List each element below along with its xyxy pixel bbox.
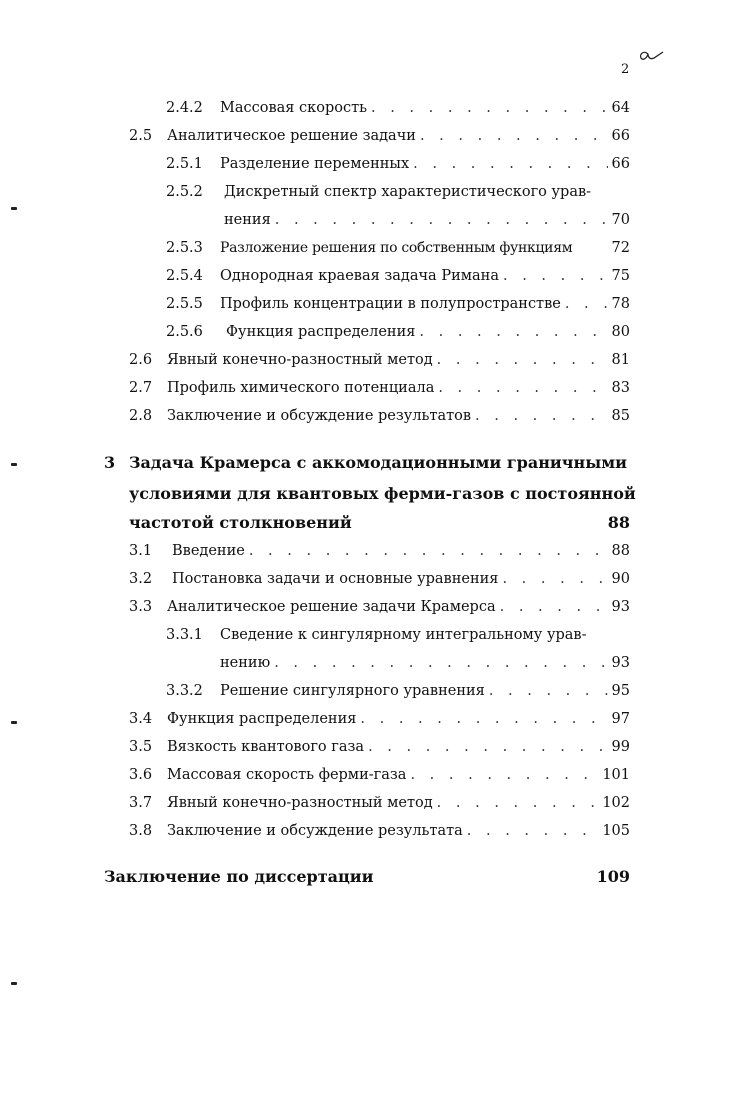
punch-mark	[11, 207, 17, 210]
toc-entry-continuation[interactable]: нению . . . 93	[220, 652, 630, 674]
punch-mark	[11, 982, 17, 985]
chapter-title-line1[interactable]: Задача Крамерса с аккомодационными граничными	[129, 453, 628, 472]
toc-entry[interactable]: 3.2 Постановка задачи и основные уравнения . . . 90	[129, 568, 630, 590]
chapter-number: 3	[104, 453, 116, 472]
toc-entry[interactable]: 2.5.3 Разложение решения по собственным функциям 72	[166, 240, 630, 256]
punch-mark	[11, 463, 17, 466]
toc-entry[interactable]: 3.3 Аналитическое решение задачи Крамерса . . . 93	[129, 596, 630, 618]
toc-entry[interactable]: 2.6 Явный конечно-разностный метод . . . 81	[129, 349, 630, 371]
toc-entry[interactable]: 2.7 Профиль химического потенциала . . . 83	[129, 377, 630, 399]
toc-entry[interactable]: 2.5.1 Разделение переменных . . . 66	[166, 153, 630, 175]
toc-entry[interactable]: 3.7 Явный конечно-разностный метод . . . 102	[129, 792, 630, 814]
toc-entry[interactable]: 2.8 Заключение и обсуждение результатов . . . 85	[129, 405, 630, 427]
toc-entry[interactable]: 2.5.2 Дискретный спектр характеристического урав-	[166, 184, 592, 200]
punch-mark	[11, 721, 17, 724]
chapter-page: 88	[607, 513, 630, 532]
toc-entry[interactable]: 3.4 Функция распределения . . . 97	[129, 708, 630, 730]
chapter-title-line3[interactable]: частотой столкновений	[129, 513, 352, 532]
toc-entry[interactable]: 3.3.2 Решение сингулярного уравнения . . . 95	[166, 680, 630, 702]
conclusion-page: 109	[596, 867, 630, 886]
toc-entry[interactable]: 2.5.5 Профиль концентрации в полупространстве . . . 78	[166, 293, 630, 315]
chapter-title-line2[interactable]: условиями для квантовых ферми-газов с постоянной	[129, 484, 636, 503]
page-number: 2	[621, 62, 630, 77]
toc-entry[interactable]: 2.5.4 Однородная краевая задача Римана . . . 75	[166, 265, 630, 287]
toc-entry[interactable]: 3.5 Вязкость квантового газа . . . 99	[129, 736, 630, 758]
toc-entry[interactable]: 3.6 Массовая скорость ферми-газа . . . 101	[129, 764, 630, 786]
conclusion-title[interactable]: Заключение по диссертации	[104, 867, 374, 886]
toc-entry[interactable]: 2.5 Аналитическое решение задачи . . . 66	[129, 125, 630, 147]
toc-entry[interactable]: 3.3.1 Сведение к сингулярному интегральному урав-	[166, 627, 587, 643]
toc-entry[interactable]: 2.4.2 Массовая скорость . . . 64	[166, 97, 630, 119]
handwritten-mark	[638, 48, 664, 66]
toc-entry[interactable]: 3.1 Введение . . . 88	[129, 540, 630, 562]
toc-entry[interactable]: 3.8 Заключение и обсуждение результата . . . 105	[129, 820, 630, 842]
toc-entry[interactable]: 2.5.6 Функция распределения . . . 80	[166, 321, 630, 343]
toc-entry-continuation[interactable]: нения . . . 70	[224, 209, 630, 231]
